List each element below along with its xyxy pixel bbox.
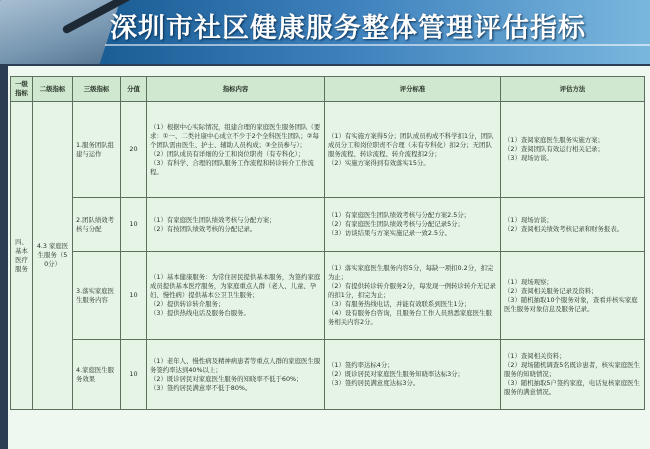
level3-cell: 3.落实家庭医生服务内容 bbox=[73, 252, 121, 340]
method-line: （1）现场访谈； bbox=[504, 215, 553, 224]
method-line: （2）现场随机调查5名既诊患者，核实家庭医生服务的知晓情况； bbox=[504, 361, 640, 378]
criteria-cell bbox=[325, 340, 501, 410]
level3-cell: 4.家庭医生服务效果 bbox=[73, 340, 121, 410]
criteria-cell bbox=[325, 102, 501, 198]
content-cell bbox=[147, 252, 325, 340]
table-row bbox=[11, 252, 645, 340]
header-level3: 三级指标 bbox=[73, 77, 121, 102]
method-cell bbox=[501, 252, 645, 340]
method-line: （3）现场访谈。 bbox=[504, 154, 553, 162]
table-row bbox=[11, 198, 645, 252]
method-line: （1）查阅家庭医生服务实施方案； bbox=[504, 136, 604, 144]
criteria-cell bbox=[325, 198, 501, 252]
criteria-line: （1）有实施方案得5分；团队成员构成不科学扣1分，团队成员分工和岗位职责不合理（未有专科化）扣2分；无团队服务流程、转诊流程、转介流程扣2分； bbox=[328, 131, 494, 158]
criteria-line: （1）有家庭医生团队绩效考核与分配方案2.5分； bbox=[328, 211, 471, 219]
score-cell: 10 bbox=[121, 198, 147, 252]
assessment-sheet bbox=[8, 66, 650, 449]
content-line: （1）老年人、慢性病及精神病患者等重点人群的家庭医生服务签约率达到40%以上； bbox=[150, 356, 321, 374]
criteria-line: （3）访谈结果与方案实施记录一致2.5分。 bbox=[328, 229, 451, 237]
criteria-line: （4）设有服务台咨询，且服务台工作人员熟悉家庭医生服务相关内容2分。 bbox=[328, 309, 492, 326]
method-cell bbox=[501, 198, 645, 252]
level2-cell: 4.3 家庭医生服务（50分） bbox=[33, 102, 73, 410]
header-content: 指标内容 bbox=[147, 77, 325, 102]
criteria-line: （3）有服务热线电话，并能有效联系到医生1分； bbox=[328, 300, 471, 308]
method-line: （1）查阅相关资料； bbox=[504, 352, 566, 360]
method-line: （1）现场观察； bbox=[504, 277, 553, 286]
method-line: （3）随机抽取10个服务对象，查看并核实家庭医生服务对象信息及服务记录。 bbox=[504, 295, 638, 313]
score-cell: 20 bbox=[121, 102, 147, 198]
method-line: （3）随机抽取5户签约家庭，电话复核家庭医生服务的满意情况。 bbox=[504, 379, 640, 396]
criteria-cell bbox=[325, 252, 501, 340]
method-cell bbox=[501, 340, 645, 410]
content-line: （3）提供热线电话及服务台服务。 bbox=[150, 309, 250, 317]
content-line: （2）提供转诊转介服务； bbox=[150, 300, 225, 308]
score-cell: 10 bbox=[121, 340, 147, 410]
method-line: （2）查阅相关服务记录及资料； bbox=[504, 286, 598, 295]
title-banner bbox=[0, 0, 650, 64]
content-cell bbox=[147, 102, 325, 198]
score-cell: 10 bbox=[121, 252, 147, 340]
criteria-line: （1）签约率达标4分； bbox=[328, 361, 394, 369]
criteria-line: （1）落实家庭医生服务内容5分，每缺一项扣0.2分，扣完为止； bbox=[328, 264, 494, 281]
header-row bbox=[11, 77, 645, 102]
content-line: （1）基本健康服务：为常住居民提供基本服务，为签约家庭成员提供基本医疗服务，为家庭重点人群（老人、儿童、孕妇、慢性病）提供基本公卫卫生服务； bbox=[150, 273, 321, 299]
table-row bbox=[11, 340, 645, 410]
level3-cell: 2.团队绩效考核与分配 bbox=[73, 198, 121, 252]
header-criteria: 评分标准 bbox=[325, 77, 501, 102]
criteria-line: （2）有家庭医生团队绩效考核与分配记录5分； bbox=[328, 220, 464, 228]
content-line: （2）团队成员有详细的分工和岗位职责（有专科化）； bbox=[150, 149, 305, 158]
header-level2: 二级指标 bbox=[33, 77, 73, 102]
criteria-line: （3）签约居民满意度达标3分。 bbox=[328, 379, 420, 387]
content-line: （2）既诊居民对家庭医生服务的知晓率不低于60%； bbox=[150, 374, 303, 383]
content-line: （1）有家庭医生团队绩效考核与分配方案； bbox=[150, 215, 276, 224]
criteria-line: （2）有提供转诊转介服务2分，每发现一例转诊转介无记录的扣1分，扣完为止； bbox=[328, 282, 496, 299]
criteria-line: （2）实施方案得到有效落实15分。 bbox=[328, 158, 430, 167]
method-line: （2）查阅相关绩效考核记录和财务报表。 bbox=[504, 224, 624, 233]
title-underline bbox=[105, 44, 650, 46]
level1-cell: 四、基本医疗服务 bbox=[11, 102, 33, 410]
content-line: （3）有科学、合理的团队服务工作流程和转诊转介工作流程。 bbox=[150, 158, 314, 176]
content-cell bbox=[147, 340, 325, 410]
content-line: （3）签约居民满意率不低于80%。 bbox=[150, 383, 252, 392]
content-line: （2）有按团队绩效考核的分配记录。 bbox=[150, 224, 257, 233]
table-row bbox=[11, 102, 645, 198]
header-method: 评估方法 bbox=[501, 77, 645, 102]
criteria-line: （2）既诊居民对家庭医生服务知晓率达标3分； bbox=[328, 370, 464, 378]
content-cell bbox=[147, 198, 325, 252]
method-cell bbox=[501, 102, 645, 198]
method-line: （2）查阅团队有效运行相关记录； bbox=[504, 145, 604, 153]
header-level1: 一级指标 bbox=[11, 77, 33, 102]
content-line: （1）根据中心实际情况，组建合理的家庭医生服务团队（要求：①一、二类社康中心成立不少于2个全科医生团队；②每个团队需由医生、护士、辅助人员构成；③全员参与）； bbox=[150, 122, 321, 149]
page-title: 深圳市社区健康服务整体管理评估指标 bbox=[110, 13, 586, 44]
level3-cell: 1.服务团队组建与运作 bbox=[73, 102, 121, 198]
assessment-table bbox=[10, 76, 645, 410]
header-score: 分值 bbox=[121, 77, 147, 102]
